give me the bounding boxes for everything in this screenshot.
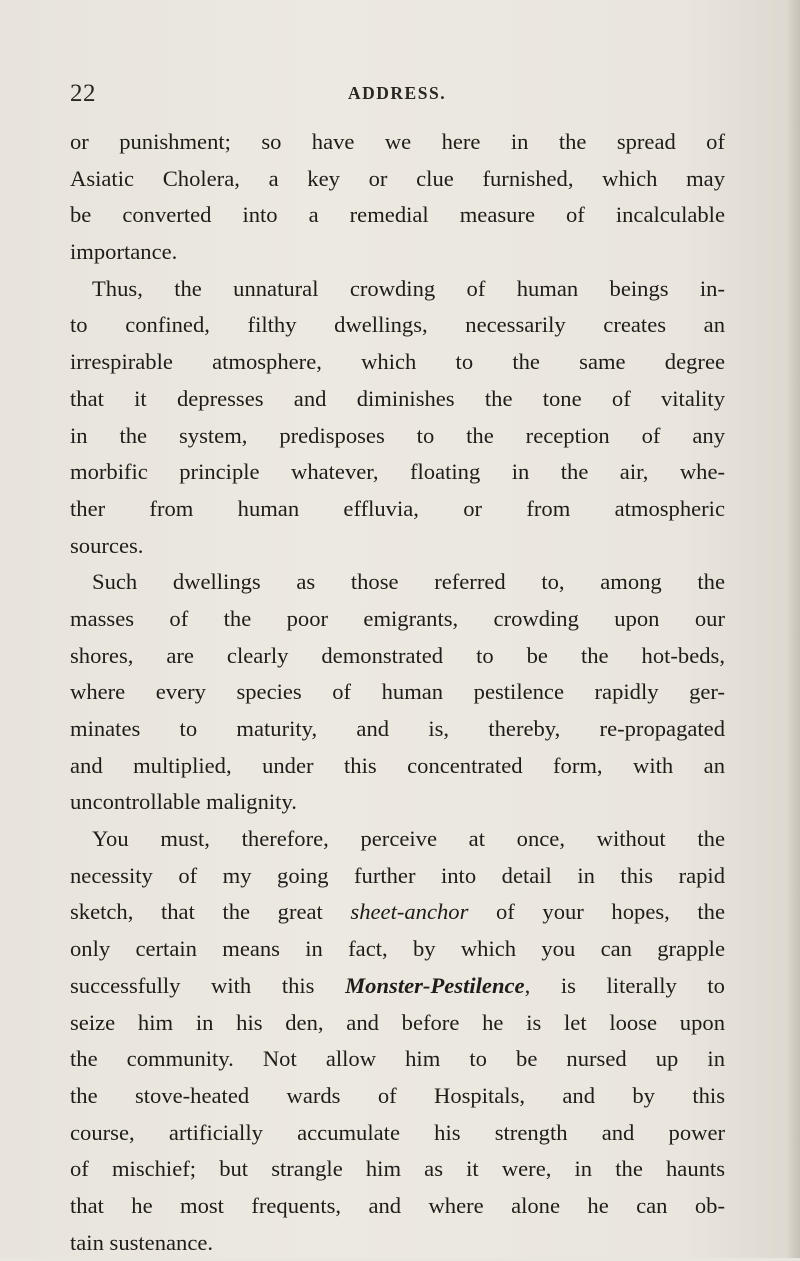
text-line: shores, are clearly demonstrated to be the hot-beds, bbox=[70, 642, 725, 668]
text-line: or punishment; so have we here in the spread of bbox=[70, 129, 725, 154]
line-text: sketch, that the great bbox=[70, 899, 351, 925]
text-line: minates to maturity, and is, thereby, re-propagated bbox=[70, 716, 725, 741]
text-line: morbific principle whatever, floating in the air, whe- bbox=[70, 459, 725, 485]
text-line: in the system, predisposes to the reception of any bbox=[70, 422, 725, 448]
text-line: where every species of human pestilence rapidly ger- bbox=[70, 679, 725, 705]
text-line bbox=[70, 968, 725, 1005]
running-head: ADDRESS. bbox=[348, 83, 447, 103]
page-edge-shadow bbox=[786, 0, 800, 1258]
text-line: Such dwellings as those referred to, among the bbox=[92, 569, 725, 595]
text-line: Thus, the unnatural crowding of human beings in- bbox=[92, 275, 725, 301]
page-number: 22 bbox=[70, 80, 96, 107]
text-line: course, artificially accumulate his strength and power bbox=[70, 1119, 725, 1145]
italic-phrase: Monster-Pestilence bbox=[345, 972, 525, 998]
text-line: be converted into a remedial measure of incalculable bbox=[70, 202, 725, 228]
text-line: ther from human effluvia, or from atmospheric bbox=[70, 495, 725, 521]
body-text bbox=[70, 124, 725, 1261]
text-line: Asiatic Cholera, a key or clue furnished, which may bbox=[70, 165, 725, 191]
text-line: to confined, filthy dwellings, necessarily creates an bbox=[70, 312, 725, 338]
text-line: that he most frequents, and where alone he can ob- bbox=[70, 1192, 725, 1218]
text-line: necessity of my going further into detail in this rapid bbox=[70, 862, 725, 888]
text-line: only certain means in fact, by which you can grapple bbox=[70, 936, 725, 962]
text-line: uncontrollable malignity. bbox=[70, 789, 297, 815]
italic-phrase: sheet-anchor bbox=[350, 899, 469, 925]
text-line: seize him in his den, and before he is let loose upon bbox=[70, 1009, 725, 1035]
text-line: tain sustenance. bbox=[70, 1229, 214, 1255]
text-line: You must, therefore, perceive at once, without the bbox=[92, 826, 725, 852]
line-text: of your hopes, the bbox=[468, 899, 725, 925]
page-header bbox=[70, 80, 725, 110]
text-line bbox=[70, 894, 725, 931]
text-line: the community. Not allow him to be nursed up in bbox=[70, 1046, 725, 1072]
line-text: successfully with this bbox=[70, 972, 346, 998]
text-line: masses of the poor emigrants, crowding upon our bbox=[70, 605, 725, 631]
line-text: , is literally to bbox=[524, 972, 725, 998]
text-line: that it depresses and diminishes the tone of vitality bbox=[70, 385, 725, 411]
text-line: importance. bbox=[70, 239, 178, 265]
text-line: the stove-heated wards of Hospitals, and by this bbox=[70, 1082, 725, 1108]
text-line: and multiplied, under this concentrated form, with an bbox=[70, 752, 725, 778]
text-line: irrespirable atmosphere, which to the same degree bbox=[70, 349, 725, 375]
text-line: of mischief; but strangle him as it were, in the haunts bbox=[70, 1156, 725, 1182]
text-line: sources. bbox=[70, 532, 144, 558]
